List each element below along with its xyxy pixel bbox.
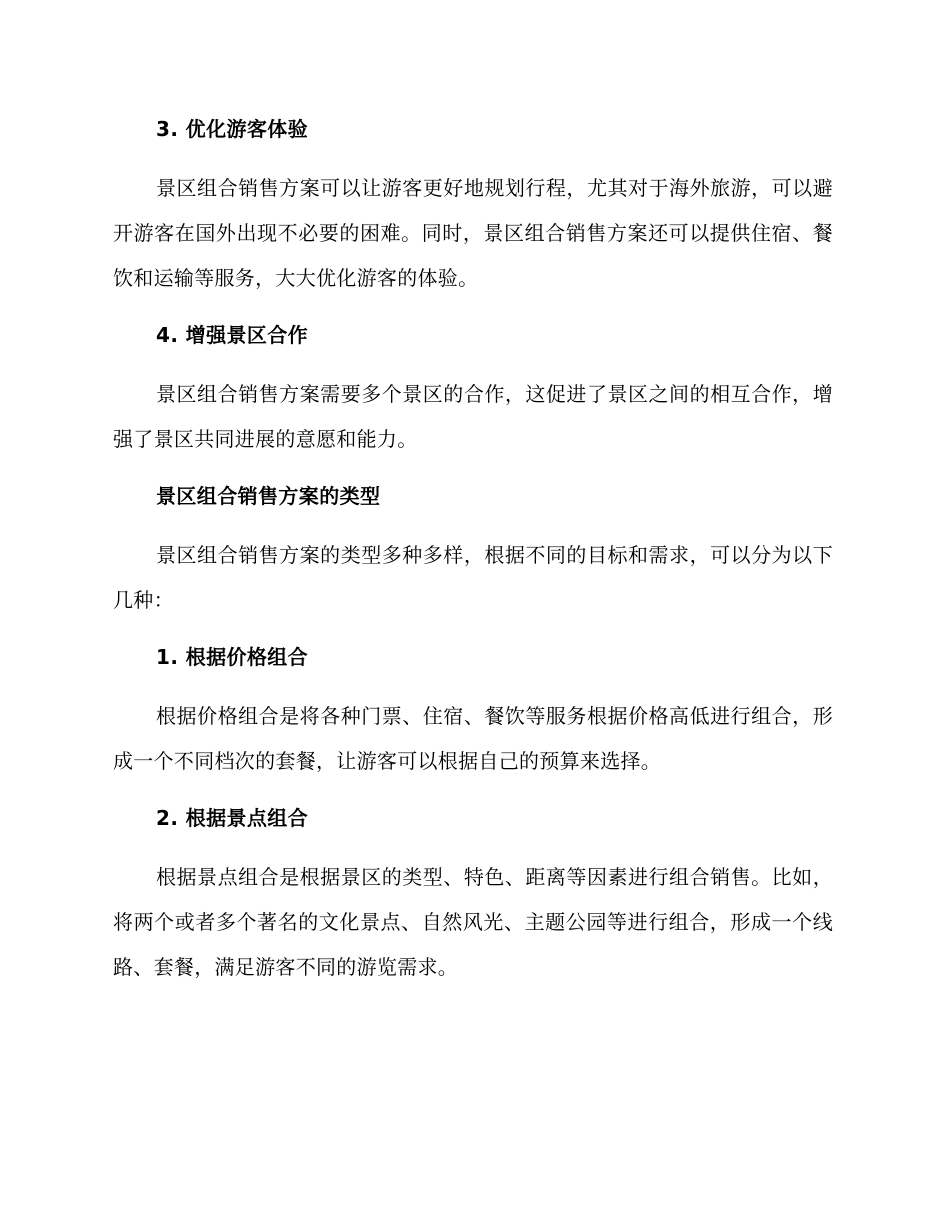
section-heading-plan-types: 景区组合销售方案的类型 (156, 484, 381, 508)
section-heading-enhance-cooperation: 4. 增强景区合作 (156, 323, 309, 347)
paragraph-price-combination: 根据价格组合是将各种门票、住宿、餐饮等服务根据价格高低进行组合，形成一个不同档次的套餐，让游客可以根据自己的预算来选择。 (113, 704, 833, 773)
paragraph-optimize-experience: 景区组合销售方案可以让游客更好地规划行程，尤其对于海外旅游，可以避开游客在国外出现不必要的困难。同时，景区组合销售方案还可以提供住宿、餐饮和运输等服务，大大优化游客的体验。 (113, 176, 833, 290)
section-heading-optimize-experience: 3. 优化游客体验 (156, 117, 309, 141)
paragraph-plan-types: 景区组合销售方案的类型多种多样，根据不同的目标和需求，可以分为以下几种： (113, 543, 833, 612)
section-heading-price-combination: 1. 根据价格组合 (156, 645, 309, 669)
paragraph-enhance-cooperation: 景区组合销售方案需要多个景区的合作，这促进了景区之间的相互合作，增强了景区共同进展的意愿和能力。 (113, 382, 833, 451)
section-heading-attraction-combination: 2. 根据景点组合 (156, 806, 309, 830)
paragraph-attraction-combination: 根据景点组合是根据景区的类型、特色、距离等因素进行组合销售。比如，将两个或者多个著名的文化景点、自然风光、主题公园等进行组合，形成一个线路、套餐，满足游客不同的游览需求。 (113, 865, 833, 979)
